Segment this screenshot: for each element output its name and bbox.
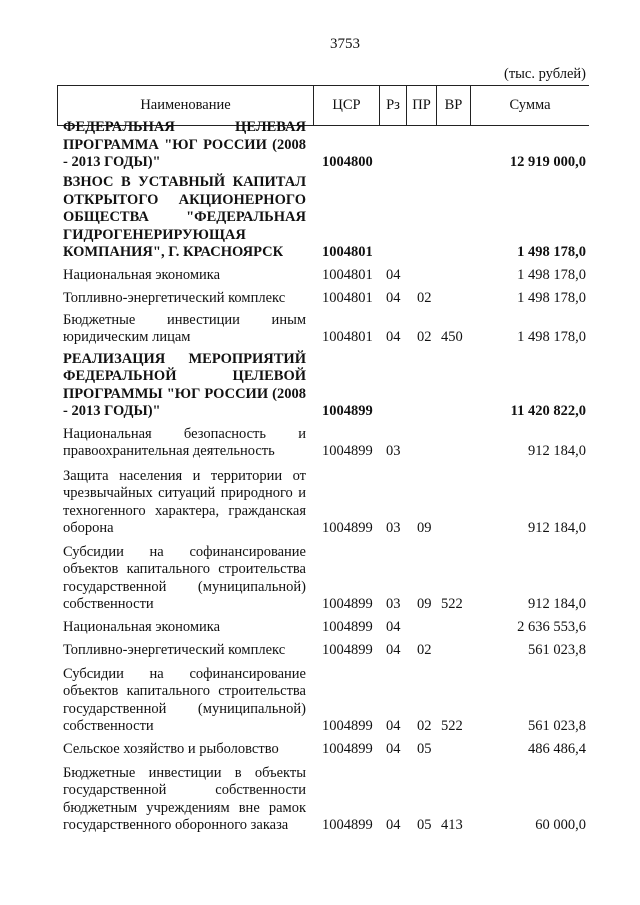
table-row bbox=[0, 290, 640, 308]
row-pr: 05 bbox=[417, 817, 432, 834]
row-pr: 02 bbox=[417, 642, 432, 659]
row-rz: 03 bbox=[386, 443, 401, 460]
row-rz: 04 bbox=[386, 329, 401, 346]
table-row bbox=[0, 741, 640, 759]
row-vr: 522 bbox=[441, 718, 463, 735]
row-sum: 1 498 178,0 bbox=[517, 267, 586, 284]
row-sum: 486 486,4 bbox=[528, 741, 586, 758]
row-rz: 04 bbox=[386, 718, 401, 735]
row-pr: 05 bbox=[417, 741, 432, 758]
table-row bbox=[0, 619, 640, 637]
row-name: Национальная экономика bbox=[63, 619, 221, 636]
row-pr: 09 bbox=[417, 520, 432, 537]
row-csr: 1004899 bbox=[322, 596, 373, 613]
row-sum: 1 498 178,0 bbox=[517, 290, 586, 307]
row-sum: 912 184,0 bbox=[528, 596, 586, 613]
row-rz: 04 bbox=[386, 619, 401, 636]
row-csr: 1004899 bbox=[322, 520, 373, 537]
row-vr: 413 bbox=[441, 817, 463, 834]
row-csr: 1004899 bbox=[322, 642, 373, 659]
row-sum: 60 000,0 bbox=[535, 817, 586, 834]
row-rz: 04 bbox=[386, 817, 401, 834]
row-name: Бюджетные инвестиции в объекты государственной собственности бюджетным учреждениям вне рамок государственного оборонного заказа bbox=[63, 764, 306, 834]
row-sum: 561 023,8 bbox=[528, 642, 586, 659]
row-rz: 04 bbox=[386, 267, 401, 284]
header-rz: Рз bbox=[380, 86, 407, 125]
row-name: Национальная экономика bbox=[63, 267, 221, 284]
header-sum: Сумма bbox=[509, 97, 551, 113]
table-row bbox=[0, 642, 640, 660]
row-csr: 1004801 bbox=[322, 244, 373, 261]
row-csr: 1004899 bbox=[322, 718, 373, 735]
row-csr: 1004899 bbox=[322, 817, 373, 834]
row-vr: 522 bbox=[441, 596, 463, 613]
units-label: (тыс. рублей) bbox=[504, 66, 586, 82]
row-rz: 03 bbox=[386, 520, 401, 537]
row-sum: 11 420 822,0 bbox=[510, 403, 586, 420]
header-name: Наименование bbox=[58, 86, 314, 125]
table-row bbox=[0, 267, 640, 285]
row-name: Топливно-энергетический комплекс bbox=[63, 642, 286, 659]
row-name: Топливно-энергетический комплекс bbox=[63, 290, 286, 307]
row-name: Сельское хозяйство и рыболовство bbox=[63, 741, 279, 758]
table-row bbox=[0, 467, 640, 538]
row-pr: 02 bbox=[417, 329, 432, 346]
table-row bbox=[0, 174, 640, 262]
row-name: РЕАЛИЗАЦИЯ МЕРОПРИЯТИЙ ФЕДЕРАЛЬНОЙ ЦЕЛЕВОЙ ПРОГРАММЫ "ЮГ РОССИИ (2008 - 2013 ГОДЫ)" bbox=[63, 350, 306, 420]
row-rz: 04 bbox=[386, 290, 401, 307]
row-rz: 04 bbox=[386, 642, 401, 659]
row-csr: 1004801 bbox=[322, 290, 373, 307]
header-pr: ПР bbox=[407, 86, 437, 125]
row-pr: 02 bbox=[417, 290, 432, 307]
header-csr: ЦСР bbox=[314, 86, 380, 125]
row-sum: 561 023,8 bbox=[528, 718, 586, 735]
table-row bbox=[0, 119, 640, 172]
row-name: Субсидии на софинансирование объектов капитального строительства государственной (муниципальной) собственности bbox=[63, 543, 306, 613]
row-name: Защита населения и территории от чрезвычайных ситуаций природного и техногенного характера, гражданская оборона bbox=[63, 467, 306, 537]
row-pr: 02 bbox=[417, 718, 432, 735]
row-csr: 1004800 bbox=[322, 154, 373, 171]
row-rz: 03 bbox=[386, 596, 401, 613]
row-csr: 1004899 bbox=[322, 443, 373, 460]
table-row bbox=[0, 350, 640, 421]
row-sum: 1 498 178,0 bbox=[517, 244, 586, 261]
row-csr: 1004899 bbox=[322, 403, 373, 420]
row-csr: 1004899 bbox=[322, 741, 373, 758]
row-pr: 09 bbox=[417, 596, 432, 613]
table-row bbox=[0, 425, 640, 461]
row-csr: 1004801 bbox=[322, 329, 373, 346]
row-csr: 1004801 bbox=[322, 267, 373, 284]
table-row bbox=[0, 764, 640, 835]
table-row bbox=[0, 543, 640, 614]
row-rz: 04 bbox=[386, 741, 401, 758]
row-name: Бюджетные инвестиции иным юридическим лицам bbox=[63, 311, 306, 346]
row-name: Национальная безопасность и правоохранительная деятельность bbox=[63, 425, 306, 460]
row-sum: 1 498 178,0 bbox=[517, 329, 586, 346]
row-name: ФЕДЕРАЛЬНАЯ ЦЕЛЕВАЯ ПРОГРАММА "ЮГ РОССИИ (2008 - 2013 ГОДЫ)" bbox=[63, 119, 306, 171]
row-name: Субсидии на софинансирование объектов капитального строительства государственной (муниципальной) собственности bbox=[63, 665, 306, 735]
row-sum: 912 184,0 bbox=[528, 443, 586, 460]
row-name: ВЗНОС В УСТАВНЫЙ КАПИТАЛ ОТКРЫТОГО АКЦИОНЕРНОГО ОБЩЕСТВА "ФЕДЕРАЛЬНАЯ ГИДРОГЕНЕРИРУЮЩАЯ КОМПАНИЯ", Г. КРАСНОЯРСК bbox=[63, 174, 306, 261]
row-sum: 12 919 000,0 bbox=[509, 154, 586, 171]
page-number: 3753 bbox=[330, 36, 360, 52]
row-sum: 912 184,0 bbox=[528, 520, 586, 537]
row-sum: 2 636 553,6 bbox=[517, 619, 586, 636]
table-row bbox=[0, 665, 640, 736]
table-row bbox=[0, 311, 640, 347]
row-vr: 450 bbox=[441, 329, 463, 346]
row-csr: 1004899 bbox=[322, 619, 373, 636]
header-vr: ВР bbox=[437, 86, 471, 125]
